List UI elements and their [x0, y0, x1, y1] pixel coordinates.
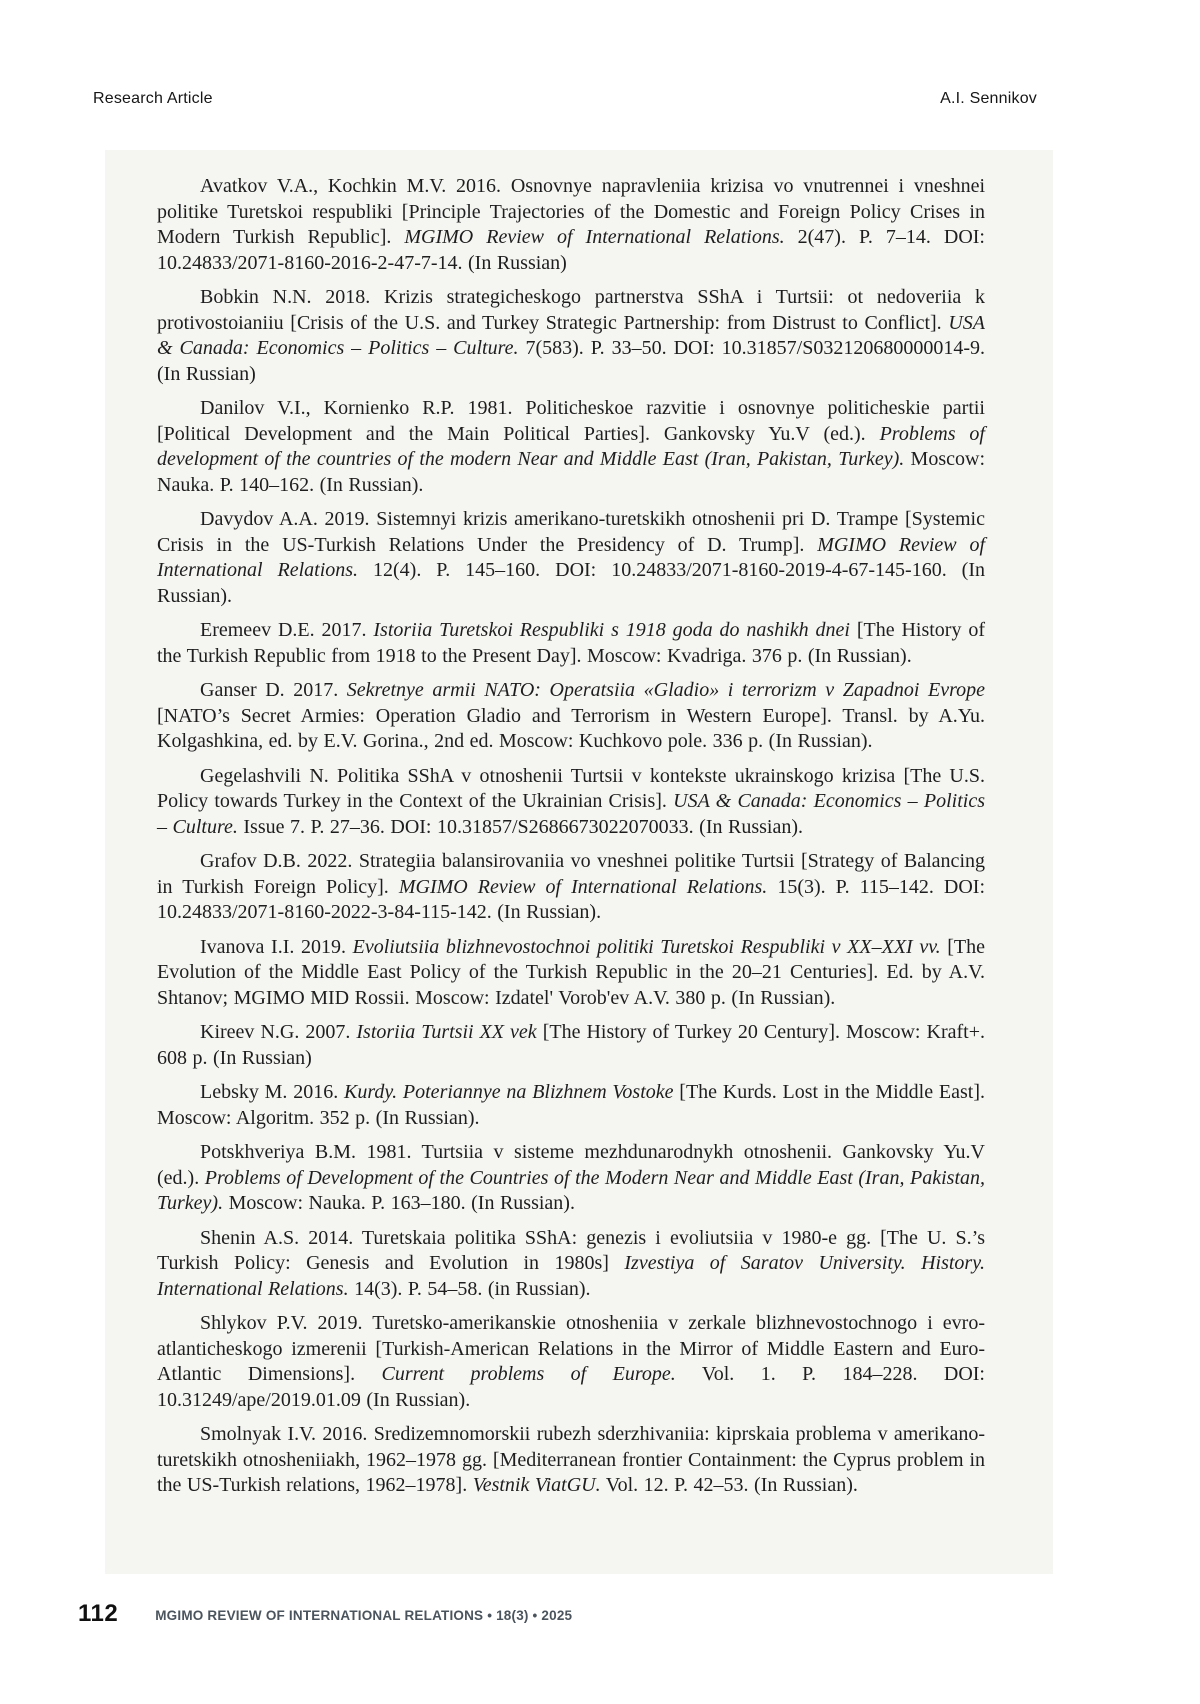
- reference-text: [The History of Turkey 20 Century]. Moscow: Kraft+. 608 p. (In Russian): [157, 1021, 985, 1069]
- reference-text: Vol. 1. P. 184–228. DOI: 10.31249/ape/2019.01.09 (In Russian).: [157, 1363, 985, 1411]
- reference-source-title: Problems of Development of the Countries of the Modern Near and Middle East (Iran, Pakistan, Turkey).: [157, 1166, 986, 1214]
- reference-item: [157, 678, 985, 755]
- page-number: 112: [78, 1600, 119, 1627]
- reference-text: Moscow: Nauka. P. 140–162. (In Russian).: [157, 448, 985, 496]
- reference-source-title: Kurdy. Poteriannye na Blizhnem Vostoke: [343, 1081, 674, 1103]
- reference-text: [NATO’s Secret Armies: Operation Gladio and Terrorism in Western Europe]. Transl. by A.Yu. Kolgashkina, ed. by E.V. Gorina., 2nd ed. Moscow: Kuchkovo pole. 336 p. (In Russian).: [157, 704, 985, 752]
- reference-source-title: MGIMO Review of International Relations.: [157, 533, 985, 581]
- reference-source-title: Istoriia Turtsii XX vek: [356, 1021, 537, 1043]
- reference-text: 2(47). P. 7–14. DOI: 10.24833/2071-8160-2016-2-47-7-14. (In Russian): [157, 226, 985, 274]
- reference-text: 15(3). P. 115–142. DOI: 10.24833/2071-8160-2022-3-84-115-142. (In Russian).: [157, 875, 986, 923]
- reference-item: [157, 1226, 985, 1303]
- reference-text: Moscow: Nauka. P. 163–180. (In Russian).: [223, 1192, 575, 1214]
- reference-source-title: Izvestiya of Saratov University. History. International Relations.: [157, 1252, 985, 1300]
- reference-source-title: MGIMO Review of International Relations.: [404, 226, 785, 248]
- reference-item: [157, 174, 985, 276]
- reference-text: [The Kurds. Lost in the Middle East]. Moscow: Algoritm. 352 p. (In Russian).: [157, 1081, 985, 1129]
- reference-source-title: Current problems of Europe.: [381, 1363, 676, 1385]
- reference-text: Shenin A.S. 2014. Turetskaia politika SShA: genezis i evoliutsiia v 1980-e gg. [The U. S.’s Turkish Policy: Genesis and Evolution in 1980s]: [157, 1226, 985, 1274]
- reference-source-title: USA & Canada: Economics – Politics – Culture.: [157, 311, 985, 359]
- reference-item: [157, 935, 985, 1012]
- reference-item: [157, 1422, 985, 1499]
- reference-item: [157, 396, 985, 498]
- reference-text: Avatkov V.A., Kochkin M.V. 2016. Osnovnye napravleniia krizisa vo vnutrennei i vneshnei politike Turetskoi respubliki [Principle Trajectories of the Domestic and Foreign Policy Crises in Modern Turkish Republic].: [157, 175, 985, 248]
- reference-text: Kireev N.G. 2007.: [200, 1021, 357, 1043]
- reference-item: [157, 507, 985, 609]
- reference-item: [157, 285, 985, 387]
- reference-item: [157, 1080, 985, 1131]
- reference-source-title: USA & Canada: Economics – Politics – Culture.: [157, 790, 985, 838]
- reference-text: 12(4). P. 145–160. DOI: 10.24833/2071-8160-2019-4-67-145-160. (In Russian).: [157, 559, 986, 607]
- references-panel: [105, 150, 1053, 1574]
- reference-text: Ganser D. 2017.: [200, 679, 347, 701]
- reference-text: Davydov A.A. 2019. Sistemnyi krizis amerikano-turetskikh otnoshenii pri D. Trampe [Systemic Crisis in the US-Turkish Relations Under the Presidency of D. Trump].: [157, 508, 985, 556]
- reference-source-title: Problems of development of the countries of the modern Near and Middle East (Iran, Pakistan, Turkey).: [157, 422, 985, 470]
- reference-text: Bobkin N.N. 2018. Krizis strategicheskogo partnerstva SShA i Turtsii: ot nedoveriia k protivostoianiiu [Crisis of the U.S. and Turkey Strategic Partnership: from Distrust to Conflict].: [157, 286, 985, 334]
- page-header: [93, 90, 1037, 108]
- reference-item: [157, 1311, 985, 1413]
- reference-text: [The History of the Turkish Republic from 1918 to the Present Day]. Moscow: Kvadriga. 376 p. (In Russian).: [157, 619, 986, 667]
- reference-source-title: Vestnik ViatGU.: [472, 1474, 601, 1496]
- reference-text: Issue 7. P. 27–36. DOI: 10.31857/S2686673022070033. (In Russian).: [237, 815, 803, 838]
- reference-text: Vol. 12. P. 42–53. (In Russian).: [600, 1474, 858, 1496]
- reference-text: Ivanova I.I. 2019.: [200, 935, 353, 958]
- reference-text: Smolnyak I.V. 2016. Sredizemnomorskii rubezh sderzhivaniia: kiprskaia problema v amerikano-turetskikh otnosheniiakh, 1962–1978 gg. [Mediterranean frontier Containment: the Cyprus problem in the US-Turkish relations, 1962–1978].: [157, 1423, 985, 1496]
- article-type-label: Research Article: [93, 90, 213, 107]
- reference-item: [157, 1140, 985, 1217]
- reference-source-title: Istoriia Turetskoi Respubliki s 1918 goda do nashikh dnei: [373, 619, 850, 641]
- reference-text: Eremeev D.E. 2017.: [200, 619, 374, 641]
- reference-source-title: MGIMO Review of International Relations.: [398, 875, 768, 898]
- reference-source-title: Evoliutsiia blizhnevostochnoi politiki Turetskoi Respubliki v XX–XXI vv.: [352, 935, 941, 958]
- page-footer: [78, 1600, 572, 1628]
- reference-item: [157, 764, 985, 841]
- reference-text: Shlykov P.V. 2019. Turetsko-amerikanskie otnosheniia v zerkale blizhnevostochnogo i evro-atlanticheskogo izmerenii [Turkish-American Relations in the Mirror of Middle Eastern and Euro-Atlantic Dimensions].: [157, 1312, 985, 1385]
- reference-text: 14(3). P. 54–58. (in Russian).: [348, 1277, 591, 1300]
- reference-text: Potskhveriya B.M. 1981. Turtsiia v sisteme mezhdunarodnykh otnoshenii. Gankovsky Yu.V (ed.).: [157, 1141, 985, 1189]
- reference-text: Gegelashvili N. Politika SShA v otnoshenii Turtsii v kontekste ukrainskogo krizisa [The U.S. Policy towards Turkey in the Context of the Ukrainian Crisis].: [157, 764, 985, 812]
- author-name-header: A.I. Sennikov: [940, 90, 1037, 107]
- references-list: [157, 174, 985, 1499]
- reference-text: 7(583). P. 33–50. DOI: 10.31857/S032120680000014-9. (In Russian): [157, 337, 985, 385]
- reference-item: [157, 1020, 985, 1071]
- reference-text: Lebsky M. 2016.: [200, 1081, 344, 1103]
- reference-item: [157, 849, 985, 926]
- reference-text: Danilov V.I., Kornienko R.P. 1981. Politicheskoe razvitie i osnovnye politicheskie partii [Political Development and the Main Political Parties]. Gankovsky Yu.V (ed.).: [157, 397, 985, 445]
- reference-source-title: Sekretnye armii NATO: Operatsiia «Gladio» i terrorizm v Zapadnoi Evrope: [346, 679, 985, 701]
- journal-footer-line: MGIMO REVIEW OF INTERNATIONAL RELATIONS • 18(3) • 2025: [155, 1608, 573, 1623]
- reference-text: Grafov D.B. 2022. Strategiia balansirovaniia vo vneshnei politike Turtsii [Strategy of Balancing in Turkish Foreign Policy].: [157, 850, 985, 898]
- reference-text: [The Evolution of the Middle East Policy of the Turkish Republic in the 20–21 Centuries]. Ed. by A.V. Shtanov; MGIMO MID Rossii. Moscow: Izdatel' Vorob'ev A.V. 380 p. (In Russian).: [157, 935, 985, 1009]
- reference-item: [157, 618, 985, 669]
